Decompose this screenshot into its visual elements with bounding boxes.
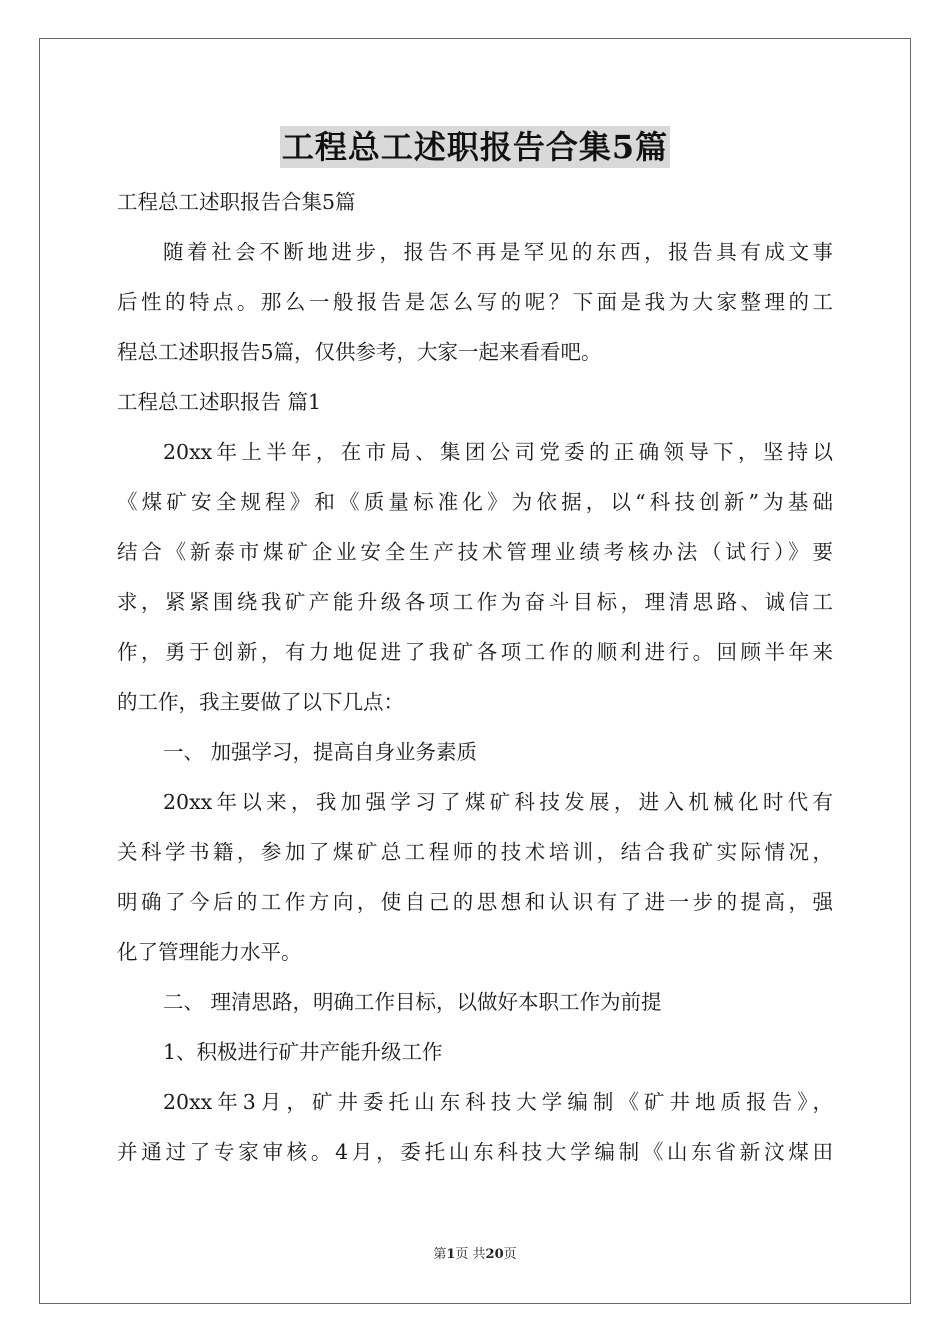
paragraph-line: 明确了今后的工作方向，使自己的思想和认识有了进一步的提高，强 [117, 890, 833, 914]
footer-suffix: 页 [503, 1247, 517, 1262]
paragraph-line: 20xx年以来，我加强学习了煤矿科技发展，进入机械化时代有 [163, 790, 833, 814]
footer-total-pages: 20 [485, 1247, 504, 1262]
paragraph-line: 程总工述职报告5篇，仅供参考，大家一起来看看吧。 [117, 340, 602, 364]
footer-prefix: 第 [433, 1247, 447, 1262]
title-container [0, 126, 950, 168]
paragraph-line: 的工作，我主要做了以下几点： [117, 690, 404, 714]
footer-mid: 页 共 [455, 1247, 486, 1262]
document-body [117, 177, 833, 1177]
paragraph-line: 结合《新泰市煤矿企业安全生产技术管理业绩考核办法（试行）》要 [117, 540, 833, 564]
paragraph-line: 求，紧紧围绕我矿产能升级各项工作为奋斗目标，理清思路、诚信工 [117, 590, 833, 614]
section-heading: 工程总工述职报告 篇1 [117, 390, 322, 414]
paragraph-line: 随着社会不断地进步，报告不再是罕见的东西，报告具有成文事 [163, 240, 833, 264]
paragraph-line: 20xx年3月，矿井委托山东科技大学编制《矿井地质报告》， [163, 1090, 833, 1114]
paragraph-line: 后性的特点。那么一般报告是怎么写的呢？下面是我为大家整理的工 [117, 290, 833, 314]
paragraph-line: 关科学书籍，参加了煤矿总工程师的技术培训，结合我矿实际情况， [117, 840, 833, 864]
document-title: 工程总工述职报告合集5篇 [281, 128, 669, 166]
paragraph-line: 《煤矿安全规程》和《质量标准化》为依据，以“科技创新”为基础 [117, 490, 833, 514]
page-footer [0, 1246, 950, 1264]
paragraph-line: 20xx年上半年，在市局、集团公司党委的正确领导下，坚持以 [163, 440, 833, 464]
paragraph-line: 化了管理能力水平。 [117, 940, 302, 964]
paragraph-line: 并通过了专家审核。4月，委托山东科技大学编制《山东省新汶煤田 [117, 1140, 833, 1164]
paragraph-line: 作，勇于创新，有力地促进了我矿各项工作的顺利进行。回顾半年来 [117, 640, 833, 664]
subsection-heading: 二、 理清思路，明确工作目标，以做好本职工作为前提 [163, 990, 662, 1014]
footer-page-number: 1 [446, 1247, 456, 1262]
list-item-heading: 1、积极进行矿井产能升级工作 [163, 1040, 443, 1064]
subsection-heading: 一、 加强学习，提高自身业务素质 [163, 740, 478, 764]
subtitle-line: 工程总工述职报告合集5篇 [117, 190, 356, 214]
